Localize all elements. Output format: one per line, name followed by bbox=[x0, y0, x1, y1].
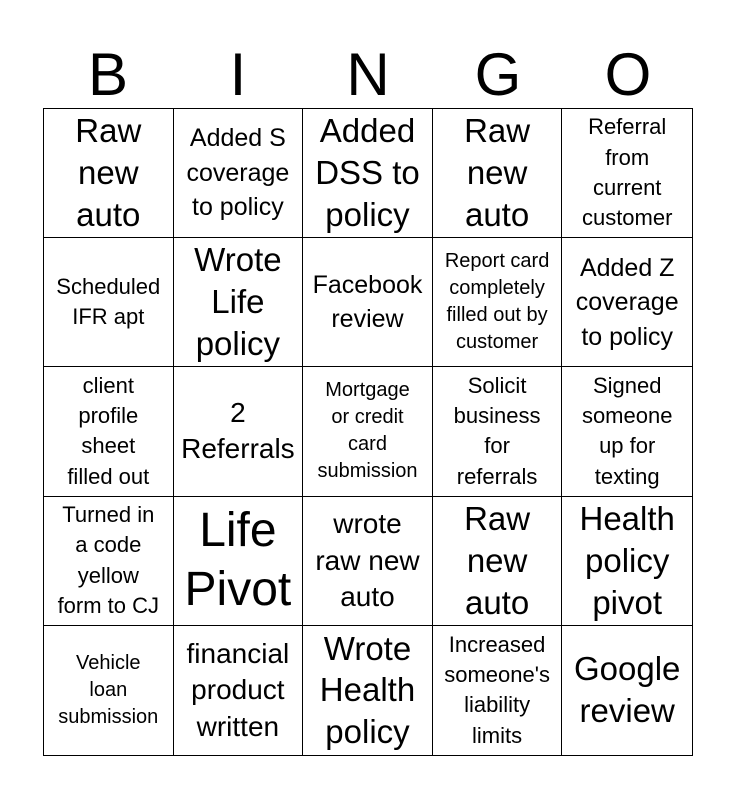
cell-text: Wrote Life policy bbox=[194, 241, 282, 363]
cell-text: Raw new auto bbox=[75, 112, 142, 234]
cell-text: Google review bbox=[573, 650, 681, 730]
cell-text: Wrote Health policy bbox=[319, 629, 416, 751]
bingo-cell[interactable] bbox=[303, 497, 433, 626]
bingo-cell[interactable] bbox=[562, 109, 692, 238]
cell-text: Referral from current customer bbox=[581, 114, 673, 231]
cell-text: wrote raw new auto bbox=[315, 508, 420, 612]
bingo-cell[interactable] bbox=[562, 497, 692, 626]
cell-text: Life Pivot bbox=[184, 504, 292, 616]
header-letter-b: B bbox=[87, 41, 129, 108]
cell-text: Added DSS to policy bbox=[315, 112, 420, 234]
header-letter-n: N bbox=[346, 41, 390, 108]
bingo-cell[interactable] bbox=[174, 497, 304, 626]
cell-text: 2 Referrals bbox=[181, 397, 295, 465]
cell-text: Health policy pivot bbox=[579, 499, 675, 621]
bingo-cell[interactable] bbox=[433, 367, 563, 496]
bingo-cell[interactable] bbox=[44, 109, 174, 238]
bingo-cell[interactable] bbox=[562, 367, 692, 496]
cell-text: Raw new auto bbox=[464, 112, 531, 234]
header-letter-g: G bbox=[474, 41, 522, 108]
cell-text: Scheduled IFR apt bbox=[56, 273, 161, 330]
cell-text: Turned in a code yellow form to CJ bbox=[57, 501, 160, 619]
bingo-cell[interactable] bbox=[174, 367, 304, 496]
bingo-cell[interactable] bbox=[174, 109, 304, 238]
cell-text: client profile sheet filled out bbox=[67, 372, 150, 489]
bingo-cell[interactable] bbox=[303, 238, 433, 367]
bingo-cell[interactable] bbox=[44, 238, 174, 367]
bingo-cell[interactable] bbox=[433, 497, 563, 626]
bingo-cell[interactable] bbox=[303, 626, 433, 755]
bingo-cell[interactable] bbox=[44, 367, 174, 496]
bingo-cell[interactable] bbox=[44, 497, 174, 626]
cell-text: Increased someone's liability limits bbox=[444, 631, 550, 748]
bingo-cell[interactable] bbox=[303, 367, 433, 496]
cell-text: Raw new auto bbox=[464, 499, 531, 621]
cell-text: Mortgage or credit card submission bbox=[317, 379, 418, 483]
bingo-cell[interactable] bbox=[433, 626, 563, 755]
cell-text: Vehicle loan submission bbox=[58, 651, 159, 728]
bingo-grid bbox=[43, 108, 693, 756]
bingo-header bbox=[43, 41, 693, 108]
bingo-cell[interactable] bbox=[44, 626, 174, 755]
bingo-cell[interactable] bbox=[562, 626, 692, 755]
bingo-cell[interactable] bbox=[433, 238, 563, 367]
cell-text: Added Z coverage to policy bbox=[575, 253, 679, 351]
cell-text: Facebook review bbox=[312, 270, 423, 334]
bingo-cell[interactable] bbox=[174, 626, 304, 755]
cell-text: Signed someone up for texting bbox=[581, 372, 673, 489]
bingo-cell[interactable] bbox=[433, 109, 563, 238]
header-letter-o: O bbox=[604, 41, 652, 108]
bingo-cell[interactable] bbox=[562, 238, 692, 367]
header-letter-i: I bbox=[229, 41, 247, 108]
bingo-cell[interactable] bbox=[174, 238, 304, 367]
cell-text: Report card completely filled out by customer bbox=[444, 250, 550, 354]
cell-text: Added S coverage to policy bbox=[186, 124, 290, 222]
bingo-cell[interactable] bbox=[303, 109, 433, 238]
cell-text: Solicit business for referrals bbox=[453, 372, 541, 489]
cell-text: financial product written bbox=[186, 637, 290, 742]
